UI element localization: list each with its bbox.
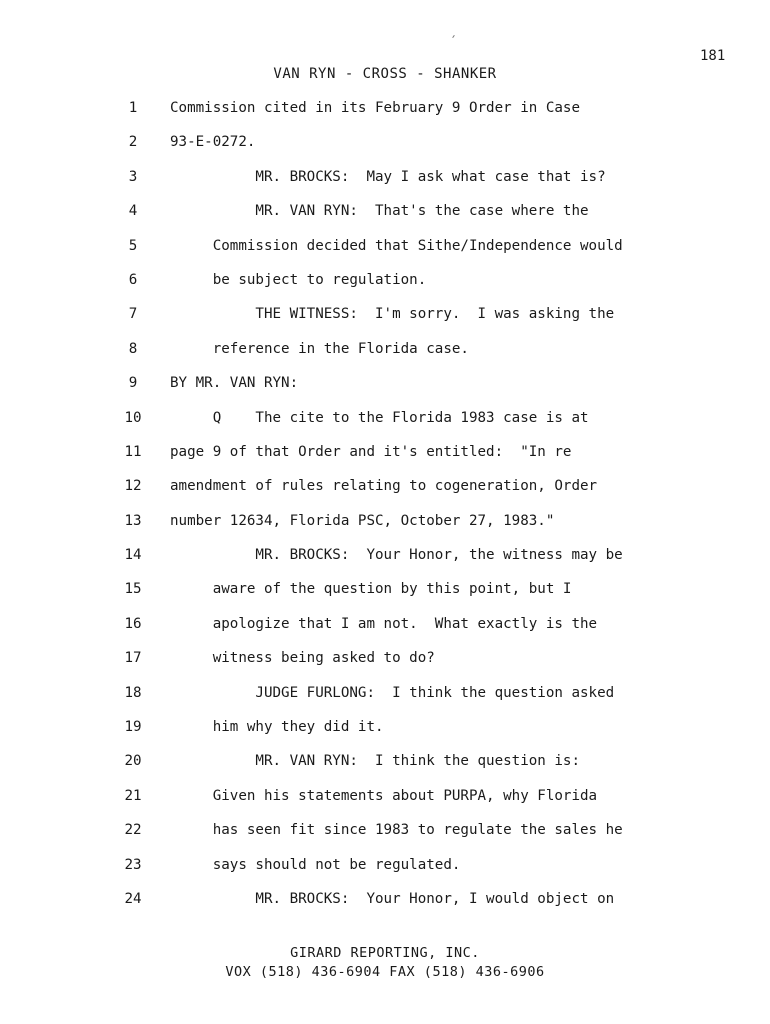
line-text: reference in the Florida case. <box>170 340 469 357</box>
stray-mark <box>452 35 455 38</box>
transcript-line <box>0 683 770 717</box>
transcript-line <box>0 339 770 373</box>
line-number: 13 <box>124 512 142 529</box>
line-text: Commission cited in its February 9 Order in Case <box>170 100 580 116</box>
line-text: 93-E-0272. <box>170 134 256 151</box>
line-number: 21 <box>124 787 142 804</box>
line-text: Given his statements about PURPA, why Florida <box>170 787 598 804</box>
transcript-line <box>0 786 770 820</box>
line-text: THE WITNESS: I'm sorry. I was asking the <box>170 306 615 323</box>
line-number: 14 <box>124 547 142 564</box>
line-number: 10 <box>124 409 142 426</box>
transcript-line <box>0 476 770 510</box>
line-number: 11 <box>124 443 142 460</box>
transcript-line <box>0 98 770 132</box>
line-text: aware of the question by this point, but I <box>170 581 572 598</box>
line-number: 12 <box>124 478 142 495</box>
line-number: 17 <box>124 650 142 667</box>
line-text: witness being asked to do? <box>170 650 435 667</box>
transcript-line <box>0 132 770 166</box>
line-text: JUDGE FURLONG: I think the question asked <box>170 684 615 701</box>
page-footer <box>0 944 770 982</box>
transcript-line <box>0 820 770 854</box>
line-number: 15 <box>124 581 142 598</box>
line-text: him why they did it. <box>170 719 384 736</box>
line-text: MR. VAN RYN: That's the case where the <box>170 203 589 220</box>
line-number: 19 <box>124 719 142 736</box>
transcript-line <box>0 304 770 338</box>
line-number: 18 <box>124 684 142 701</box>
transcript-line <box>0 167 770 201</box>
line-number: 9 <box>128 375 138 392</box>
transcript-line <box>0 511 770 545</box>
line-number: 23 <box>124 856 142 873</box>
transcript-line <box>0 717 770 751</box>
line-number: 22 <box>124 822 142 839</box>
line-text: MR. VAN RYN: I think the question is: <box>170 753 580 770</box>
line-number: 8 <box>128 340 138 357</box>
line-number: 3 <box>128 168 138 185</box>
page-number: 181 <box>700 48 726 64</box>
transcript-lines <box>0 98 770 923</box>
transcript-line <box>0 614 770 648</box>
transcript-line <box>0 648 770 682</box>
page-header-title: VAN RYN - CROSS - SHANKER <box>273 66 497 82</box>
line-text: number 12634, Florida PSC, October 27, 1983." <box>170 512 555 529</box>
transcript-line <box>0 855 770 889</box>
line-number: 5 <box>128 237 138 254</box>
line-number: 24 <box>124 890 142 907</box>
transcript-line <box>0 889 770 923</box>
line-number: 6 <box>128 271 138 288</box>
transcript-line <box>0 408 770 442</box>
line-text: MR. BROCKS: Your Honor, the witness may be <box>170 547 623 564</box>
line-text: MR. BROCKS: May I ask what case that is? <box>170 168 606 185</box>
transcript-line <box>0 201 770 235</box>
line-text: page 9 of that Order and it's entitled: "In re <box>170 443 572 460</box>
line-text: be subject to regulation. <box>170 271 427 288</box>
footer-company: GIRARD REPORTING, INC. <box>290 945 480 961</box>
line-number: 4 <box>128 203 138 220</box>
transcript-line <box>0 270 770 304</box>
line-text: apologize that I am not. What exactly is the <box>170 615 598 632</box>
footer-contact: VOX (518) 436-6904 FAX (518) 436-6906 <box>225 964 545 980</box>
line-text: Commission decided that Sithe/Independence would <box>170 237 623 254</box>
line-text: has seen fit since 1983 to regulate the sales he <box>170 822 623 839</box>
line-number: 1 <box>128 100 138 116</box>
line-text: amendment of rules relating to cogeneration, Order <box>170 478 598 495</box>
line-number: 7 <box>128 306 138 323</box>
transcript-line <box>0 751 770 785</box>
line-number: 20 <box>124 753 142 770</box>
line-text: BY MR. VAN RYN: <box>170 375 299 392</box>
transcript-line <box>0 442 770 476</box>
line-text: Q The cite to the Florida 1983 case is at <box>170 409 589 426</box>
transcript-line <box>0 236 770 270</box>
transcript-line <box>0 373 770 407</box>
line-number: 2 <box>128 134 138 151</box>
transcript-line <box>0 579 770 613</box>
transcript-line <box>0 545 770 579</box>
line-text: MR. BROCKS: Your Honor, I would object on <box>170 890 615 907</box>
line-number: 16 <box>124 615 142 632</box>
line-text: says should not be regulated. <box>170 856 461 873</box>
